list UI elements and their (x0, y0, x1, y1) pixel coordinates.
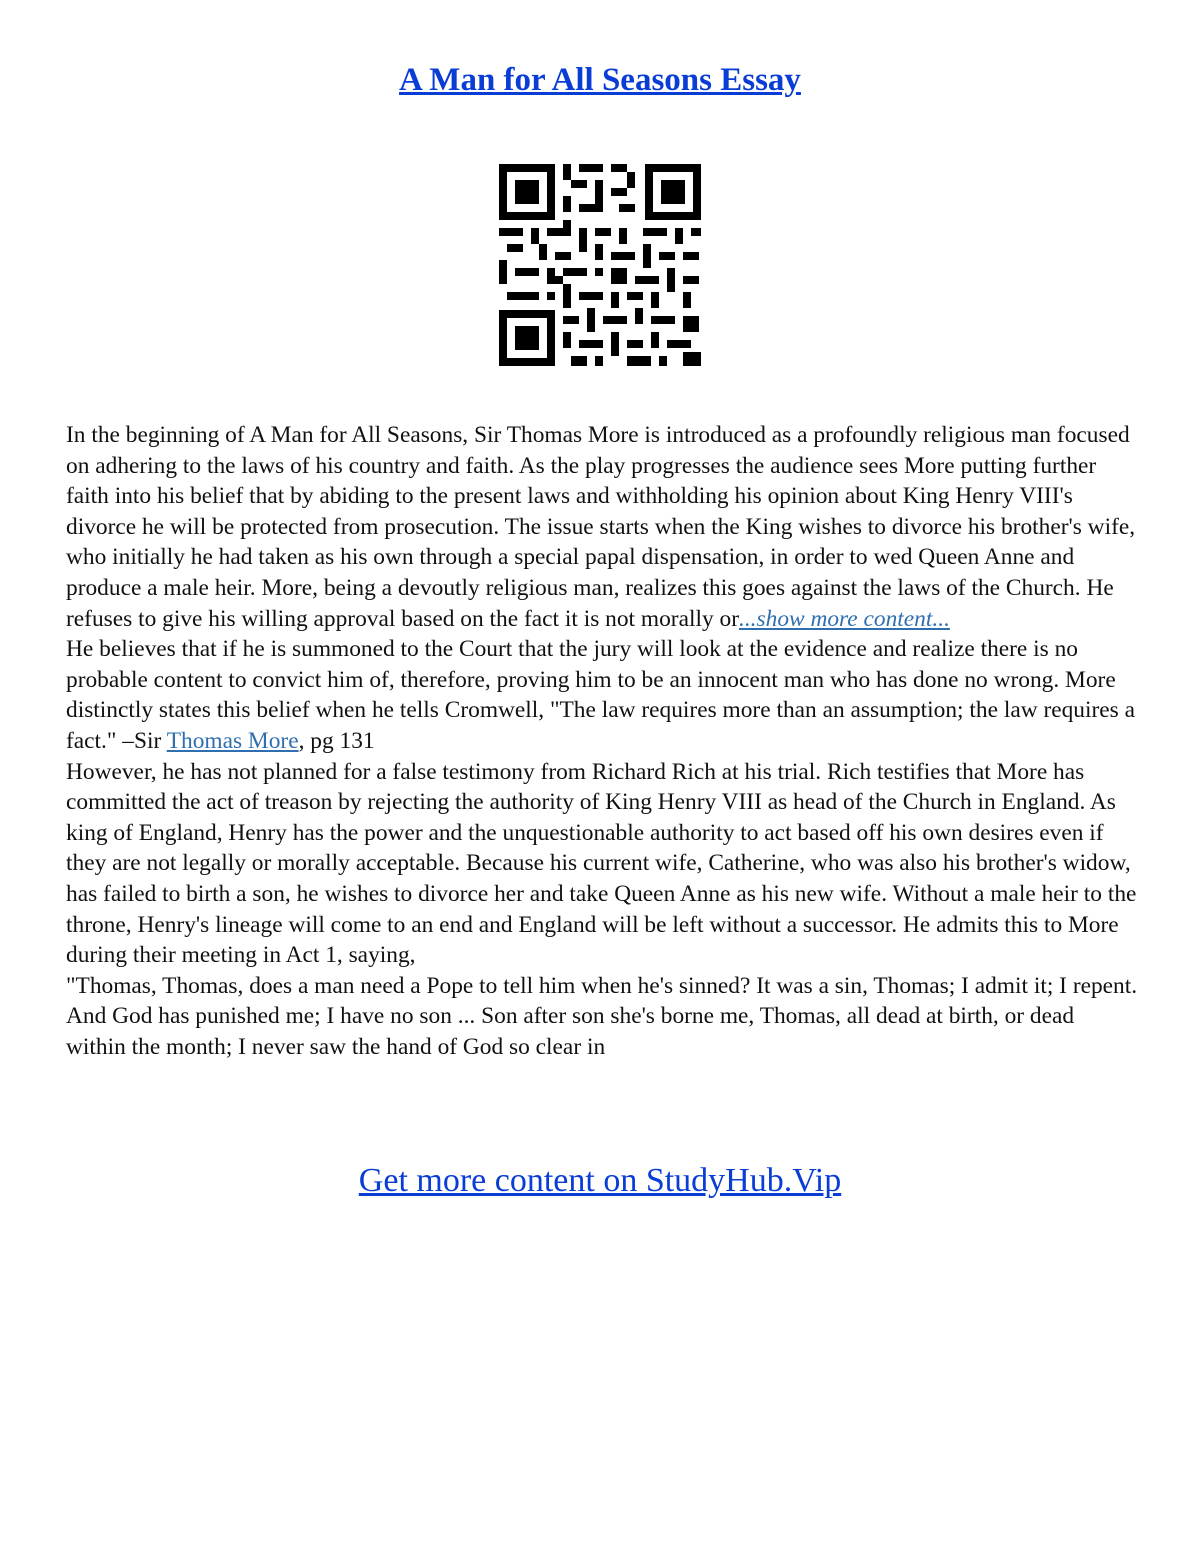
paragraph-2-tail: , pg 131 (298, 727, 375, 754)
show-more-link[interactable]: ...show more content... (738, 605, 950, 632)
paragraph-2-text: He believes that if he is summoned to the Court that the jury will look at the evidence and realize there is no probable content to convict him of, therefore, proving him to be an innocent man who has done no wrong. More distinctly states this belief when he tells Cromwell, "The law requires more than an assumption; the law requires a fact." –Sir (66, 636, 1136, 754)
qr-code-icon (499, 164, 701, 366)
get-more-content-link[interactable]: Get more content on StudyHub.Vip (358, 1162, 842, 1199)
thomas-more-link[interactable]: Thomas More (166, 727, 299, 754)
paragraph-4: "Thomas, Thomas, does a man need a Pope to tell him when he's sinned? It was a sin, Thomas; I admit it; I repent. And God has punished me; I have no son ... Son after son she's borne me, Thomas, all dead at birth, or dead within the month; I never saw the hand of God so clear in (66, 972, 1138, 1060)
paragraph-1-text: In the beginning of A Man for All Seasons, Sir Thomas More is introduced as a profoundly religious man focused on adhering to the laws of his country and faith. As the play progresses the audience sees More putting further faith into his belief that by abiding to the present laws and withholding his opinion about King Henry VIII's divorce he will be protected from prosecution. The issue starts when the King wishes to divorce his brother's wife, who initially he had taken as his own through a special papal dispensation, in order to wed Queen Anne and produce a male heir. More, being a devoutly religious man, realizes this goes against the laws of the Church. He refuses to give his willing approval based on the fact it is not morally or (66, 422, 1136, 632)
paragraph-2 (66, 634, 1138, 756)
paragraph-3: However, he has not planned for a false testimony from Richard Rich at his trial. Rich testifies that More has committed the act of treason by rejecting the authority of King Henry VIII as head of the Church in England. As king of England, Henry has the power and the unquestionable authority to act based off his own desires even if they are not legally or morally acceptable. Because his current wife, Catherine, who was also his brother's widow, has failed to birth a son, he wishes to divorce her and take Queen Anne as his new wife. Without a male heir to the throne, Henry's lineage will come to an end and England will be left without a successor. He admits this to More during their meeting in Act 1, saying, (66, 758, 1137, 969)
essay-body (66, 420, 1138, 1062)
paragraph-1 (66, 420, 1138, 634)
page-title[interactable]: A Man for All Seasons Essay (399, 62, 801, 98)
